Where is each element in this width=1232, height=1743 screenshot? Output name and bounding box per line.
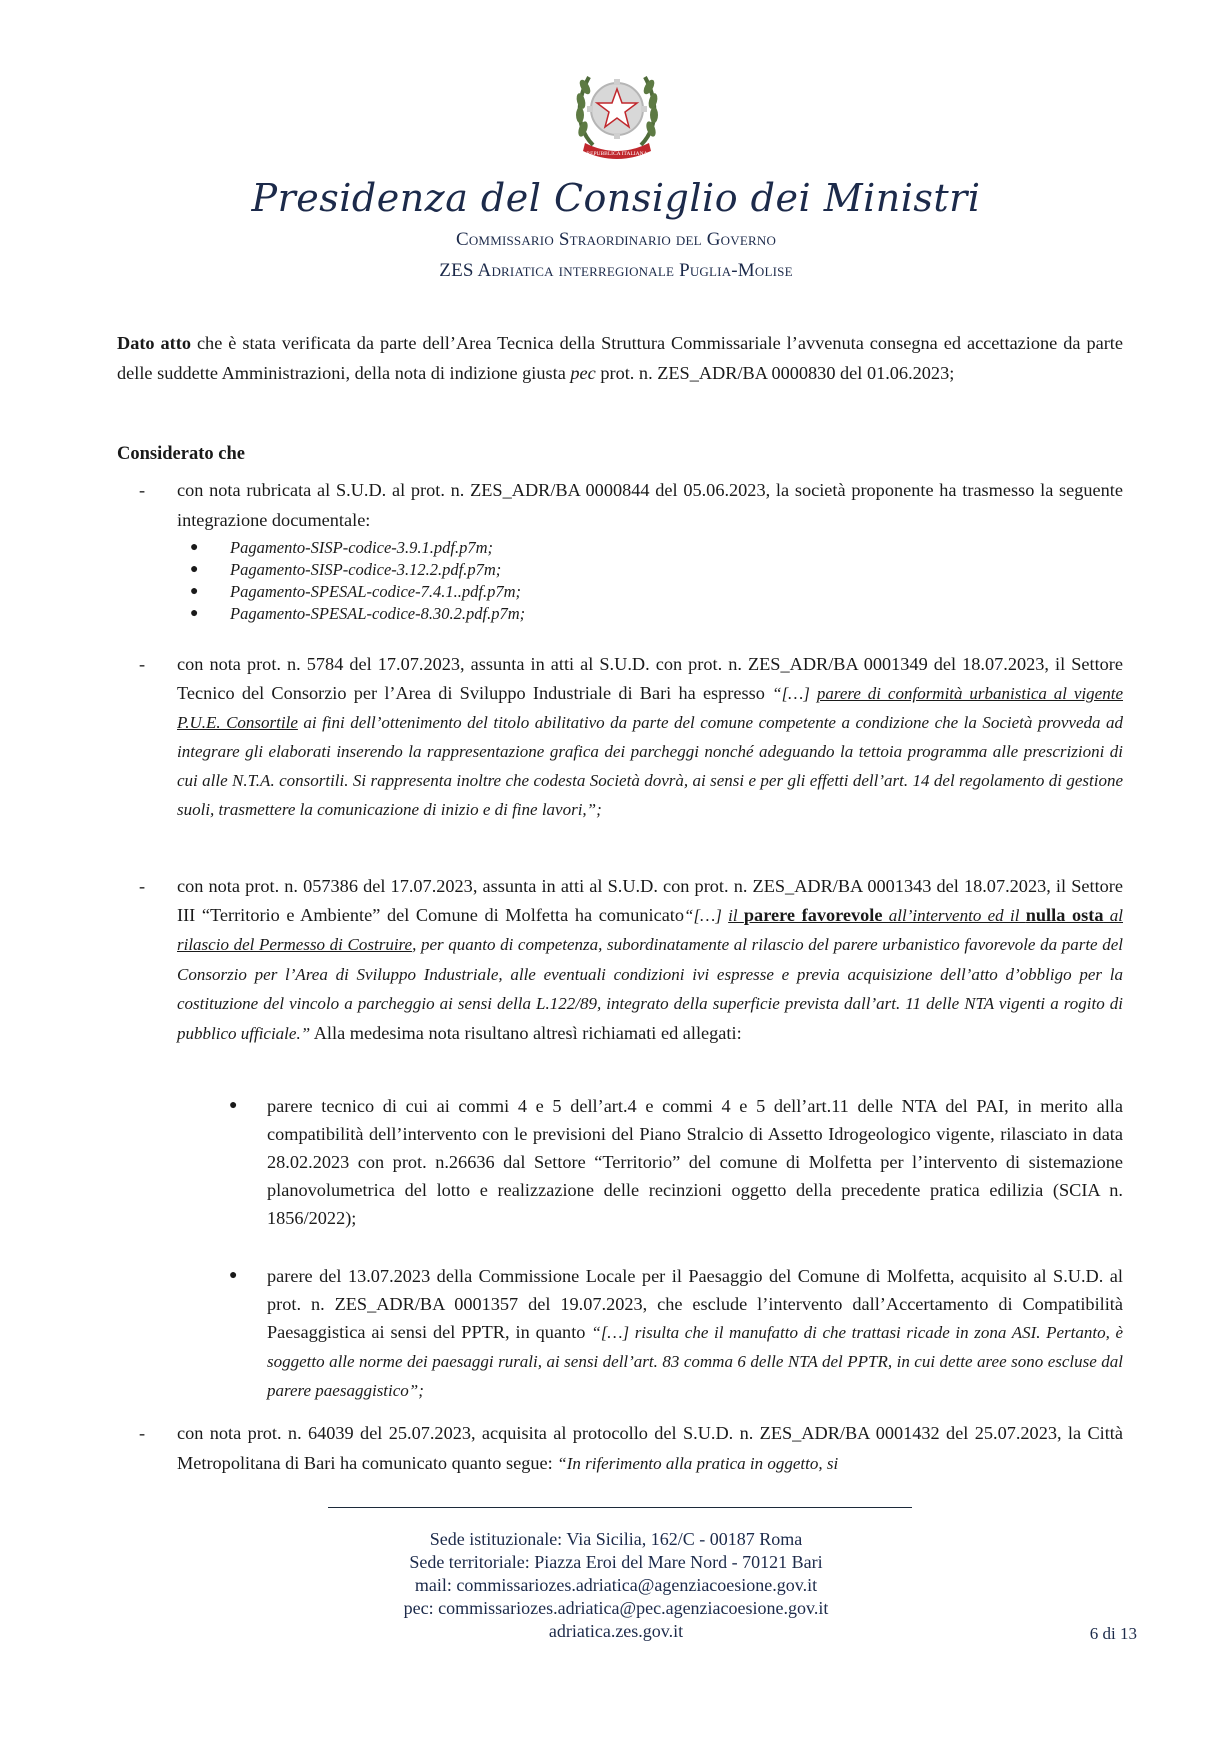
institution-title: Presidenza del Consiglio dei Ministri bbox=[251, 176, 981, 220]
allegato-item-2: ● parere del 13.07.2023 della Commissione Locale per il Paesaggio del Comune di Molfetta, acquisito al S.U.D. al prot. n. ZES_ADR/BA 0001357 del 19.07.2023, che esclude l’intervento dall’Accertamento di Compatibilità Paesaggistica ai sensi del PPTR, in quanto “[…] risulta che il manufatto di che trattasi ricade in zona ASI. Pertanto, è soggetto alle norme dei paesaggi rurali, ai sensi dell’art. 83 comma 6 delle NTA del PPTR, in cui dette aree sono escluse dal parere paesaggistico”; bbox=[225, 1262, 1123, 1405]
dato-atto-paragraph bbox=[117, 328, 1123, 388]
considerato-item-4 bbox=[117, 1418, 1123, 1479]
office-subtitle: Commissario Straordinario del Governo bbox=[455, 229, 777, 250]
item-text: con nota prot. n. 5784 del 17.07.2023, assunta in atti al S.U.D. con prot. n. ZES_ADR/BA 0001349 del 18.07.2023, il Settore Tecnico del Consorzio per l’Area di Sviluppo Industriale di Bari ha espresso “[…] parere di conformità urbanistica al vigente P.U.E. Consortile ai fini dell’ottenimento del titolo abilitativo da parte del comune competente a condizione che la Società provveda ad integrare gli elaborati inserendo la rappresentazione grafica dei parcheggi nonché adeguando la tettoia programma alle prescrizioni di cui alle N.T.A. consortili. Si rappresenta inoltre che codesta Società dovrà, ai sensi e per gli effetti dell’art. 14 del regolamento di gestione suoli, trasmettere la comunicazione di inizio e di fine lavori,”; bbox=[177, 654, 1123, 819]
considerato-item-2 bbox=[117, 650, 1123, 824]
bullet-icon: ● bbox=[190, 562, 199, 577]
considerato-heading: Considerato che bbox=[117, 444, 245, 464]
footer-contacts bbox=[0, 1528, 1232, 1643]
footer-institutional-address: Sede istituzionale: Via Sicilia, 162/C - 00187 Roma bbox=[429, 1529, 803, 1549]
dash-marker: - bbox=[139, 654, 146, 674]
dato-atto-text-end: prot. n. ZES_ADR/BA 0000830 del 01.06.2023; bbox=[595, 363, 955, 383]
dash-marker: - bbox=[139, 480, 146, 500]
considerato-item-3 bbox=[117, 872, 1123, 1048]
footer-territorial-address: Sede territoriale: Piazza Eroi del Mare Nord - 70121 Bari bbox=[409, 1552, 823, 1572]
item-text: con nota prot. n. 057386 del 17.07.2023, assunta in atti al S.U.D. con prot. n. ZES_ADR/BA 0001343 del 18.07.2023, il Settore III “Territorio e Ambiente” del Comune di Molfetta ha comunicato“[…] il parere favorevole all’intervento ed il nulla osta al rilascio del Permesso di Costruire, per quanto di competenza, subordinatamente al rilascio del parere urbanistico favorevole da parte del Consorzio per l’Area di Sviluppo Industriale, alle eventuali condizioni ivi espresse e previa acquisizione dell’atto d’obbligo per la costituzione del vincolo a parcheggio ai sensi della L.122/89, integrato della superficie prevista dall’art. 11 delle NTA vigenti a rogito di pubblico ufficiale.” Alla medesima nota risultano altresì richiamati ed allegati: bbox=[177, 876, 1123, 1043]
pec-term: pec bbox=[570, 363, 596, 383]
underlined-quote: parere di conformità urbanistica al vigente P.U.E. Consortile bbox=[177, 684, 1123, 732]
dato-atto-text: che è stata verificata da parte dell’Area Tecnica della Struttura Commissariale l’avvenuta consegna ed accettazione da parte delle suddette Amministrazioni, della nota di indizione giusta bbox=[117, 333, 1123, 383]
bullet-icon: ● bbox=[229, 1268, 238, 1283]
bullet-icon: ● bbox=[190, 540, 199, 555]
footer-divider bbox=[328, 1507, 912, 1508]
parere-favorevole-emphasis: parere favorevole bbox=[743, 904, 883, 925]
dato-atto-lead: Dato atto bbox=[117, 333, 191, 353]
dash-marker: - bbox=[139, 876, 146, 896]
allegato-item-1: ● parere tecnico di cui ai commi 4 e 5 dell’art.4 e commi 4 e 5 dell’art.11 delle NTA del PAI, in merito alla compatibilità dell’intervento con le previsioni del Piano Stralcio di Assetto Idrogeologico vigente, rilasciato in data 28.02.2023 con prot. n.26636 dal Settore “Territorio” del comune di Molfetta per l’intervento di sistemazione planovolumetrica del lotto e realizzazione delle recinzioni oggetto della precedente pratica edilizia (SCIA n. 1856/2022); bbox=[225, 1092, 1123, 1232]
italian-republic-emblem-icon bbox=[571, 63, 663, 163]
considerato-item-1 bbox=[117, 475, 1123, 535]
document-page: REPUBBLICA ITALIANA Presidenza del Consiglio dei Ministri Commissario Straordinario del Governo ZES Adriatica interregionale Puglia-Molise Dato atto che è stata verificata da parte dell’Area Tecnica della Struttura Commissariale l’avvenuta consegna ed accettazione da parte delle suddette Amministrazioni, della nota di indizione giusta pec prot. n. ZES_ADR/BA 0000830 del 01.06.2023; Considerato che - con nota rubricata al S.U.D. al prot. n. ZES_ADR/BA 0000844 del 05.06.2023, la società proponente ha trasmesso la seguente integrazione documentale: ● Pagamento-SISP-codice-3.9.1.pdf.p7m; ● Pagamento-SISP-codice-3.12.2.pdf.p7m; ● Pagamento-SPESAL-codice-7.4.1..pdf.p7m; ● Pagamento-SPESAL-codice-8.30.2.pdf.p7m; - con nota prot. n. 5784 del 17.07.2023, assunta in atti al S.U.D. con prot. n. ZES_ADR/BA 0001349 del 18.07.2023, il Settore Tecnico del Consorzio per l’Area di Sviluppo Industriale di Bari ha espresso “[…] parere di conformità urbanistica al vigente P.U.E. Consortile ai fini dell’ottenimento del titolo abilitativo da parte del comune competente a condizione che la Società provveda ad integrare gli elaborati inserendo la rappresentazione grafica dei parcheggi nonché adeguando la tettoia programma alle prescrizioni di cui alle N.T.A. consortili. Si rappresenta inoltre che codesta Società dovrà, ai sensi e per gli effetti dell’art. 14 del regolamento di gestione suoli, trasmettere la comunicazione di inizio e di fine lavori,”; - con nota prot. n. 057386 del 17.07.2023, assunta in atti al S.U.D. con prot. n. ZES_ADR/BA 0001343 del 18.07.2023, il Settore III “Territorio e Ambiente” del Comune di Molfetta ha comunicato“[…] il parere favorevole all’intervento ed il nulla osta al rilascio del Permesso di Costruire, per quanto di competenza, subordinatamente al rilascio del parere urbanistico favorevole da parte del Consorzio per l’Area di Sviluppo Industriale, alle eventuali condizioni ivi espresse e previa acquisizione dell’atto d’obbligo per la costituzione del vincolo a parcheggio ai sensi della L.122/89, integrato della superficie prevista dall’art. 11 delle NTA vigenti a rogito di pubblico ufficiale.” Alla medesima nota risultano altresì richiamati ed allegati: ● parere tecnico di cui ai commi 4 e 5 dell’art.4 e commi 4 e 5 dell’art.11 delle NTA del PAI, in merito alla compatibilità dell’intervento con le previsioni del Piano Stralcio di Assetto Idrogeologico vigente, rilasciato in data 28.02.2023 con prot. n.26636 dal Settore “Territorio” del comune di Molfetta per l’intervento di sistemazione planovolumetrica del lotto e realizzazione delle recinzioni oggetto della precedente pratica edilizia (SCIA n. 1856/2022); ● parere del 13.07.2023 della Commissione Locale per il Paesaggio del Comune di Molfetta, acquisito al S.U.D. al prot. n. ZES_ADR/BA 0001357 del 19.07.2023, che esclude l’intervento dall’Accertamento di Compatibilità Paesaggistica ai sensi del PPTR, in quanto “[…] risulta che il manufatto di che trattasi ricade in zona ASI. Pertanto, è soggetto alle norme dei paesaggi rurali, ai sensi dell’art. 83 comma 6 delle NTA del PPTR, in cui dette aree sono escluse dal parere paesaggistico”; - con nota prot. n. 64039 del 25.07.2023, acquisita al protocollo del S.U.D. n. ZES_ADR/BA 0001432 del 25.07.2023, la Città Metropolitana di Bari ha comunicato quanto segue: “In riferimento alla pratica in oggetto, si Sede istituzionale: Via Sicilia, 162/C - 00187 Roma Sede territoriale: Piazza Eroi del Mare Nord - 70121 Bari mail: commissariozes.adriatica@agenziacoesione.gov.it pec: commissariozes.adriatica@pec.agenziacoesione.gov.it adriatica.zes.gov.it 6 di 13 bbox=[0, 0, 1232, 1743]
bullet-icon: ● bbox=[190, 606, 199, 621]
bullet-icon: ● bbox=[190, 584, 199, 599]
zone-subtitle: ZES Adriatica interregionale Puglia-Molise bbox=[439, 260, 793, 281]
item-text: con nota rubricata al S.U.D. al prot. n. ZES_ADR/BA 0000844 del 05.06.2023, la società proponente ha trasmesso la seguente integrazione documentale: bbox=[177, 480, 1123, 530]
dash-marker: - bbox=[139, 1423, 146, 1443]
item-text: con nota prot. n. 64039 del 25.07.2023, acquisita al protocollo del S.U.D. n. ZES_ADR/BA 0001432 del 25.07.2023, la Città Metropolitana di Bari ha comunicato quanto segue: “In riferimento alla pratica in oggetto, si bbox=[177, 1423, 1123, 1473]
svg-text:REPUBBLICA ITALIANA: REPUBBLICA ITALIANA bbox=[586, 151, 648, 157]
footer-pec[interactable]: pec: commissariozes.adriatica@pec.agenziacoesione.gov.it bbox=[403, 1598, 829, 1618]
footer-website[interactable]: adriatica.zes.gov.it bbox=[548, 1621, 684, 1641]
footer-email[interactable]: mail: commissariozes.adriatica@agenziacoesione.gov.it bbox=[414, 1575, 818, 1595]
bullet-icon: ● bbox=[229, 1098, 238, 1113]
page-number: 6 di 13 bbox=[1089, 1624, 1137, 1643]
nulla-osta-emphasis: nulla osta bbox=[1025, 904, 1104, 925]
